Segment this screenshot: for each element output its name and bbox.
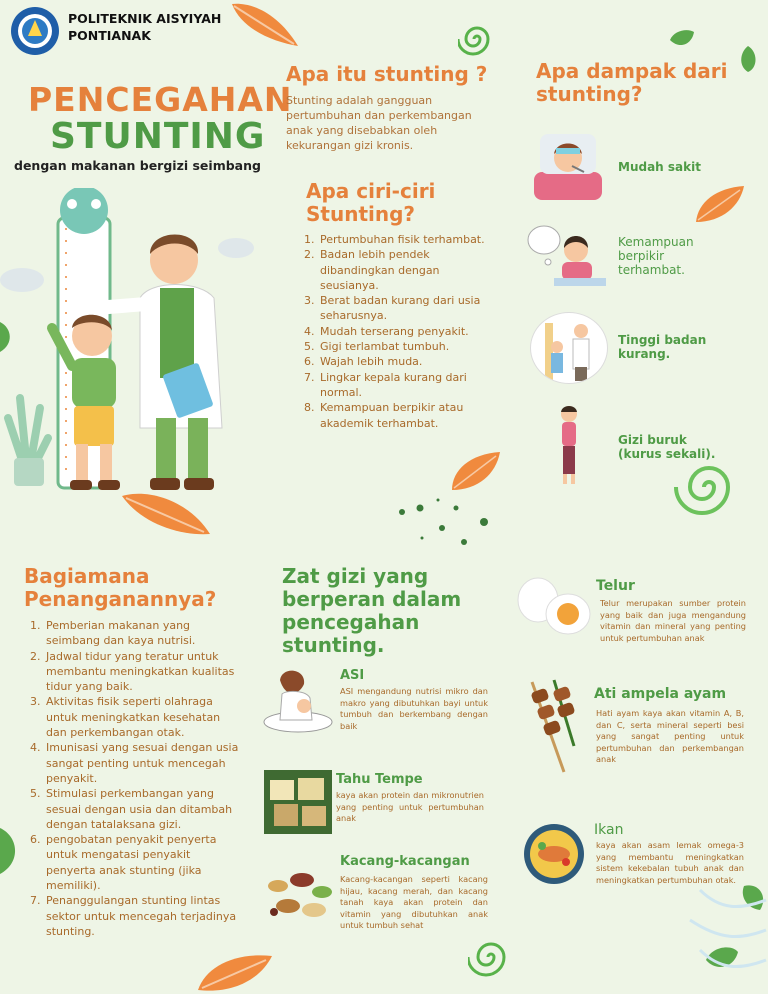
food-name-tahu-tempe: Tahu Tempe [336,772,423,787]
handling-list [26,618,240,939]
green-spiral-decoration [674,452,744,522]
impact-item-2 [618,235,694,277]
beans-illustration [262,866,336,924]
impact-item-2-line1: Kemampuan [618,235,694,249]
food-name-ati-ampela: Ati ampela ayam [594,686,727,702]
orange-leaf-decoration [228,0,304,52]
green-leaf-decoration [668,28,696,52]
wave-decoration [680,880,768,990]
list-item: 8. Kemampuan berpikir atau akademik terhambat. [318,400,488,431]
tofu-tempeh-illustration [264,770,332,834]
fish-dish-illustration [522,822,586,886]
doctor-measuring-child-illustration [0,188,270,498]
food-text-asi: ASI mengandung nutrisi mikro dan makro yang dibutuhkan bayi untuk tumbuh dan berkembang dengan baik [340,686,488,731]
dots-decoration [394,498,494,548]
institution-line1: POLITEKNIK AISYIYAH [68,11,222,26]
food-text-tahu-tempe: kaya akan protein dan mikronutrien yang penting untuk pertumbuhan anak [336,790,484,823]
signs-list [300,232,488,431]
impact-item-4-line1: Gizi buruk [618,433,687,447]
nutrition-heading-line1: Zat gizi yang [282,564,429,588]
breastfeeding-illustration [262,664,334,736]
nutrition-heading [282,565,461,657]
list-item: 1. Pertumbuhan fisik terhambat. [318,232,488,247]
nutrition-heading-line3: pencegahan [282,610,420,634]
food-name-kacang: Kacang-kacangan [340,854,470,869]
food-name-asi: ASI [340,668,365,683]
list-item: 5. Stimulasi perkembangan yang sesuai dengan usia dan ditambah dengan tatalaksana gizi. [44,786,240,832]
sick-child-illustration [528,128,608,204]
orange-leaf-decoration [196,950,274,994]
impact-item-4-line2: (kurus sekali). [618,447,716,461]
impact-item-3-line1: Tinggi badan [618,333,707,347]
list-item: 3. Berat badan kurang dari usia seharusnya. [318,293,488,324]
food-text-kacang: Kacang-kacangan seperti kacang hijau, kacang merah, dan kacang tanah kaya akan protein dan vitamin yang dibutuhkan anak untuk tumbuh sehat [340,874,488,930]
list-item: 2. Jadwal tidur yang teratur untuk membantu meningkatkan kualitas tidur yang baik. [44,649,240,695]
list-item: 6. pengobatan penyakit penyerta untuk mengatasi penyakit penyerta anak stunting (jika memiliki). [44,832,240,893]
food-text-ikan: kaya akan asam lemak omega-3 yang membantu meningkatkan sistem kekebalan tubuh anak dan meningkatkan pertumbuhan otak. [596,840,744,885]
impact-item-1: Mudah sakit [618,160,701,174]
list-item: 4. Imunisasi yang sesuai dengan usia sangat penting untuk mencegah penyakit. [44,740,240,786]
institution-line2: PONTIANAK [68,28,151,43]
green-leaf-decoration [736,44,760,74]
signs-heading [306,180,435,226]
hero-subtitle: dengan makanan bergizi seimbang [14,158,261,173]
impact-heading-line2: stunting? [536,82,643,106]
list-item: 3. Aktivitas fisik seperti olahraga untuk meningkatkan kesehatan dan perkembangan otak. [44,694,240,740]
signs-heading-line1: Apa ciri-ciri [306,179,436,203]
handling-heading [24,565,216,611]
institution-name [68,10,221,44]
food-name-telur: Telur [596,578,635,594]
thin-child-illustration [552,404,586,486]
egg-illustration [514,574,592,640]
list-item: 2. Badan lebih pendek dibandingkan dengan seusianya. [318,247,488,293]
nutrition-heading-line2: berperan dalam [282,587,462,611]
list-item: 5. Gigi terlambat tumbuh. [318,339,488,354]
thinking-child-illustration [526,222,608,292]
orange-leaf-decoration [448,448,504,494]
impact-item-3 [618,333,706,361]
orange-leaf-decoration [692,182,748,226]
impact-item-4 [618,433,715,461]
food-text-telur: Telur merupakan sumber protein yang baik dan juga mengandung vitamin dan mineral yang penting untuk pertumbuhan anak [600,598,746,643]
list-item: 4. Mudah terserang penyakit. [318,324,488,339]
height-measure-illustration [530,312,608,384]
handling-heading-line2: Penanganannya? [24,587,217,611]
institution-logo [10,6,60,56]
liver-satay-illustration [524,676,582,774]
list-item: 1. Pemberian makanan yang seimbang dan kaya nutrisi. [44,618,240,649]
impact-heading-line1: Apa dampak dari [536,59,728,83]
what-heading: Apa itu stunting ? [286,62,488,86]
hero-title-1: PENCEGAHAN [28,80,293,119]
list-item: 7. Lingkar kepala kurang dari normal. [318,370,488,401]
impact-heading [536,60,728,106]
signs-heading-line2: Stunting? [306,202,416,226]
green-spiral-decoration [458,20,496,58]
green-leaf-decoration [0,826,22,876]
impact-item-2-line3: terhambat. [618,263,685,277]
hero-title-2: STUNTING [50,116,266,157]
impact-item-2-line2: berpikir [618,249,665,263]
list-item: 6. Wajah lebih muda. [318,354,488,369]
handling-heading-line1: Bagiamana [24,564,150,588]
food-name-ikan: Ikan [594,822,624,838]
list-item: 7. Penanggulangan stunting lintas sektor untuk mencegah terjadinya stunting. [44,893,240,939]
what-text: Stunting adalah gangguan pertumbuhan dan perkembangan anak yang disebabkan oleh kekurangan gizi kronis. [286,94,472,152]
food-text-ati-ampela: Hati ayam kaya akan vitamin A, B, dan C, serta mineral seperti besi yang sangat penting untuk pertumbuhan dan perkembangan anak [596,708,744,764]
impact-item-3-line2: kurang. [618,347,671,361]
green-spiral-decoration [468,934,514,980]
nutrition-heading-line4: stunting. [282,633,385,657]
